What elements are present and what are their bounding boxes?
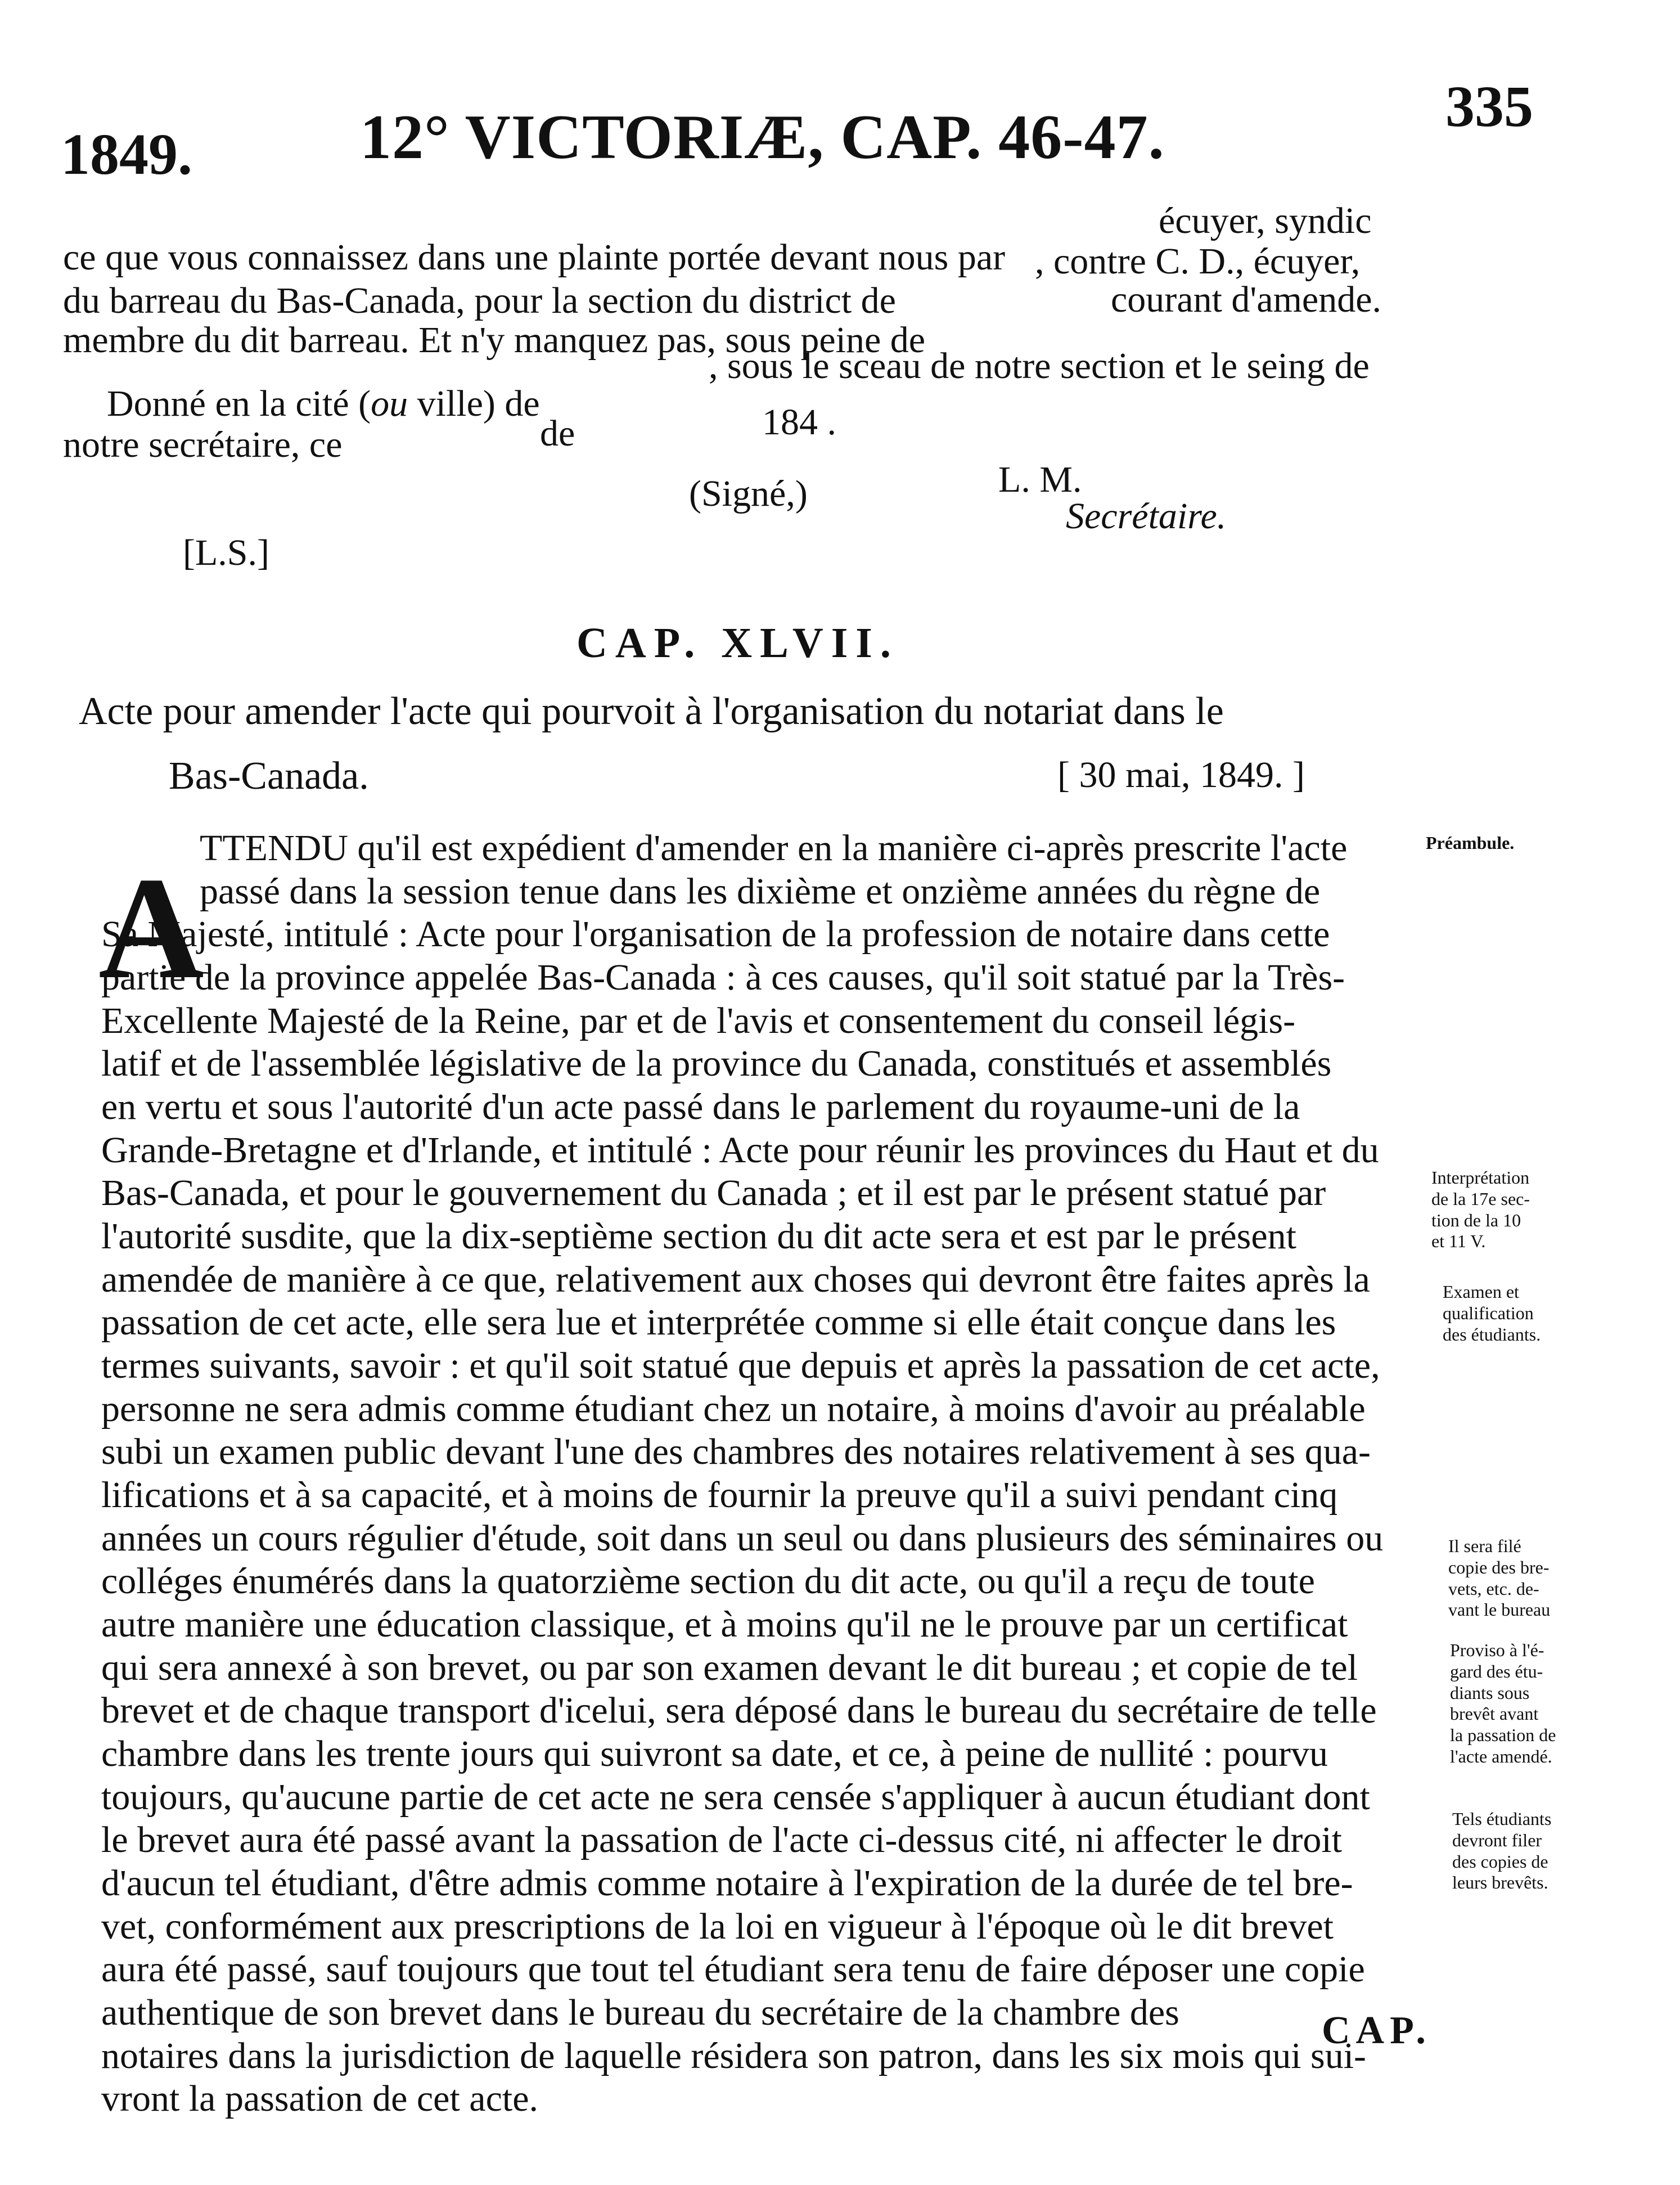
body-line-25: d'aucun tel étudiant, d'être admis comme notaire à l'expiration de la durée de tel bre- [101, 1863, 1353, 1904]
margin-note-filed-1: Il sera filé [1448, 1536, 1521, 1556]
form-line-4a [107, 385, 540, 422]
form-line-5b: de [540, 413, 575, 454]
body-line-14: personne ne sera admis comme étudiant chez un notaire, à moins d'avoir au préalable [101, 1388, 1366, 1429]
body-line-15: subi un examen public devant l'une des chambres des notaires relativement à ses qua- [101, 1431, 1371, 1472]
margin-note-preamble-text: Préambule. [1426, 833, 1515, 853]
body-line-9: Bas-Canada, et pour le gouvernement du Canada ; et il est par le présent statué par [101, 1172, 1326, 1213]
margin-note-filed-3: vets, etc. de- [1448, 1578, 1539, 1599]
secretaire-label: Secrétaire. [1066, 496, 1227, 537]
margin-note-examen-3: des étudiants. [1443, 1324, 1541, 1345]
body-line-16: lifications et à sa capacité, et à moins de fournir la preuve qu'il a suivi pendant cinq [101, 1474, 1338, 1516]
margin-note-proviso-1: Proviso à l'é- [1450, 1640, 1544, 1660]
body-line-24: le brevet aura été passé avant la passation de l'acte ci-dessus cité, ni affecter le droit [101, 1819, 1343, 1860]
body-line-6: latif et de l'assemblée législative de la province du Canada, constitués et assemblés [101, 1043, 1332, 1084]
chapter-heading: CAP. XLVII. [576, 619, 899, 667]
margin-note-filed-2: copie des bre- [1448, 1557, 1550, 1577]
body-line-7: en vertu et sous l'autorité d'un acte passé dans le parlement du royaume-uni de la [101, 1086, 1300, 1127]
body-line-1: TTENDU qu'il est expédient d'amender en la manière ci-après prescrite l'acte [200, 828, 1348, 869]
margin-note-tels-3: des copies de [1452, 1851, 1548, 1872]
margin-note-interp-4: et 11 V. [1431, 1231, 1486, 1252]
form-line-2b: , contre C. D., écuyer, [1035, 241, 1361, 282]
form-line-1a: ce que vous connaissez dans une plainte portée devant nous par [63, 237, 1006, 278]
margin-note-filed-4: vant le bureau [1448, 1599, 1551, 1620]
page-year: 1849. [61, 122, 192, 187]
body-line-21: brevet et de chaque transport d'icelui, sera déposé dans le bureau du secrétaire de telle [101, 1690, 1377, 1731]
form-line-4a-rest: ville) de [408, 383, 540, 424]
form-line-4c: , sous le sceau de notre section et le seing de [709, 345, 1370, 386]
body-line-17: années un cours régulier d'étude, soit dans un seul ou dans plusieurs des séminaires ou [101, 1518, 1384, 1559]
margin-note-tels-2: devront filer [1452, 1829, 1542, 1850]
margin-note-proviso-5: la passation de [1450, 1725, 1556, 1745]
margin-note-tels [1452, 1809, 1551, 1894]
body-line-30: vront la passation de cet acte. [101, 2078, 539, 2119]
body-line-10: l'autorité susdite, que la dix-septième section du dit acte sera et est par le présent [101, 1216, 1296, 1257]
form-line-3b: courant d'amende. [1111, 279, 1382, 320]
form-line-3a: membre du dit barreau. Et n'y manquez pas, sous peine de [63, 320, 926, 361]
running-title: 12° VICTORIÆ, CAP. 46-47. [360, 102, 1165, 172]
seal-label: [L.S.] [183, 532, 269, 573]
chapter-date: [ 30 mai, 1849. ] [1057, 754, 1305, 795]
signe-label: (Signé,) [689, 473, 808, 514]
body-line-22: chambre dans les trente jours qui suivront sa date, et ce, à peine de nullité : pourvu [101, 1733, 1328, 1774]
margin-note-interpretation [1431, 1167, 1530, 1252]
signatory-initials: L. M. [998, 459, 1082, 500]
margin-note-filed [1448, 1536, 1550, 1621]
form-line-5a: notre secrétaire, ce [63, 424, 343, 465]
form-line-1b: écuyer, syndic [1159, 200, 1372, 241]
body-line-11: amendée de manière à ce que, relativement aux choses qui devront être faites après la [101, 1259, 1370, 1300]
body-line-13: termes suivants, savoir : et qu'il soit statué que depuis et après la passation de cet acte, [101, 1345, 1380, 1386]
margin-note-proviso-6: l'acte amendé. [1450, 1746, 1552, 1766]
margin-note-tels-1: Tels étudiants [1452, 1809, 1552, 1829]
body-line-19: autre manière une éducation classique, et à moins qu'il ne le prouve par un certificat [101, 1604, 1348, 1645]
chapter-title-line-1: Acte pour amender l'acte qui pourvoit à l'organisation du notariat dans le [79, 690, 1224, 733]
catchword: CAP. [1322, 2009, 1431, 2052]
body-line-23: toujours, qu'aucune partie de cet acte ne sera censée s'appliquer à aucun étudiant dont [101, 1777, 1370, 1818]
margin-note-proviso [1450, 1640, 1556, 1768]
margin-note-interp-2: de la 17e sec- [1431, 1188, 1530, 1209]
body-line-5: Excellente Majesté de la Reine, par et de l'avis et consentement du conseil légis- [101, 1000, 1296, 1041]
margin-note-proviso-4: brevêt avant [1450, 1703, 1539, 1724]
page-number: 335 [1445, 74, 1533, 139]
form-line-4a-text: Donné en la cité ( [107, 383, 371, 424]
margin-note-preamble [1426, 833, 1514, 854]
body-line-28: authentique de son brevet dans le bureau du secrétaire de la chambre des [101, 1992, 1179, 2033]
body-line-20: qui sera annexé à son brevet, ou par son examen devant le dit bureau ; et copie de tel [101, 1647, 1358, 1688]
chapter-title-line-2: Bas-Canada. [169, 754, 369, 798]
body-line-4: partie de la province appelée Bas-Canada : à ces causes, qu'il soit statué par la Très- [101, 957, 1345, 998]
body-line-2: passé dans la session tenue dans les dixième et onzième années du règne de [200, 871, 1321, 912]
form-line-5c: 184 . [762, 402, 836, 443]
form-line-2a: du barreau du Bas-Canada, pour la section du district de [63, 280, 896, 321]
body-line-29: notaires dans la jurisdiction de laquelle résidera son patron, dans les six mois qui sui- [101, 2035, 1367, 2076]
margin-note-tels-4: leurs brevêts. [1452, 1872, 1548, 1893]
body-line-12: passation de cet acte, elle sera lue et interprétée comme si elle était conçue dans les [101, 1302, 1336, 1343]
margin-note-examen-1: Examen et [1443, 1282, 1519, 1302]
margin-note-proviso-3: diants sous [1450, 1682, 1530, 1703]
margin-note-interp-3: tion de la 10 [1431, 1210, 1521, 1230]
margin-note-examen [1443, 1282, 1541, 1345]
form-line-4a-ou: ou [371, 383, 408, 424]
body-line-18: colléges énumérés dans la quatorzième section du dit acte, ou qu'il a reçu de toute [101, 1561, 1315, 1602]
margin-note-interp-1: Interprétation [1431, 1167, 1530, 1188]
body-line-8: Grande-Bretagne et d'Irlande, et intitulé : Acte pour réunir les provinces du Haut et du [101, 1130, 1379, 1171]
body-line-3: Sa Majesté, intitulé : Acte pour l'organisation de la profession de notaire dans cette [101, 914, 1330, 955]
margin-note-proviso-2: gard des étu- [1450, 1661, 1543, 1682]
margin-note-examen-2: qualification [1443, 1302, 1534, 1323]
body-line-27: aura été passé, sauf toujours que tout tel étudiant sera tenu de faire déposer une copie [101, 1949, 1365, 1990]
drop-cap: A [98, 847, 204, 1009]
body-line-26: vet, conformément aux prescriptions de la loi en vigueur à l'époque où le dit brevet [101, 1906, 1334, 1947]
